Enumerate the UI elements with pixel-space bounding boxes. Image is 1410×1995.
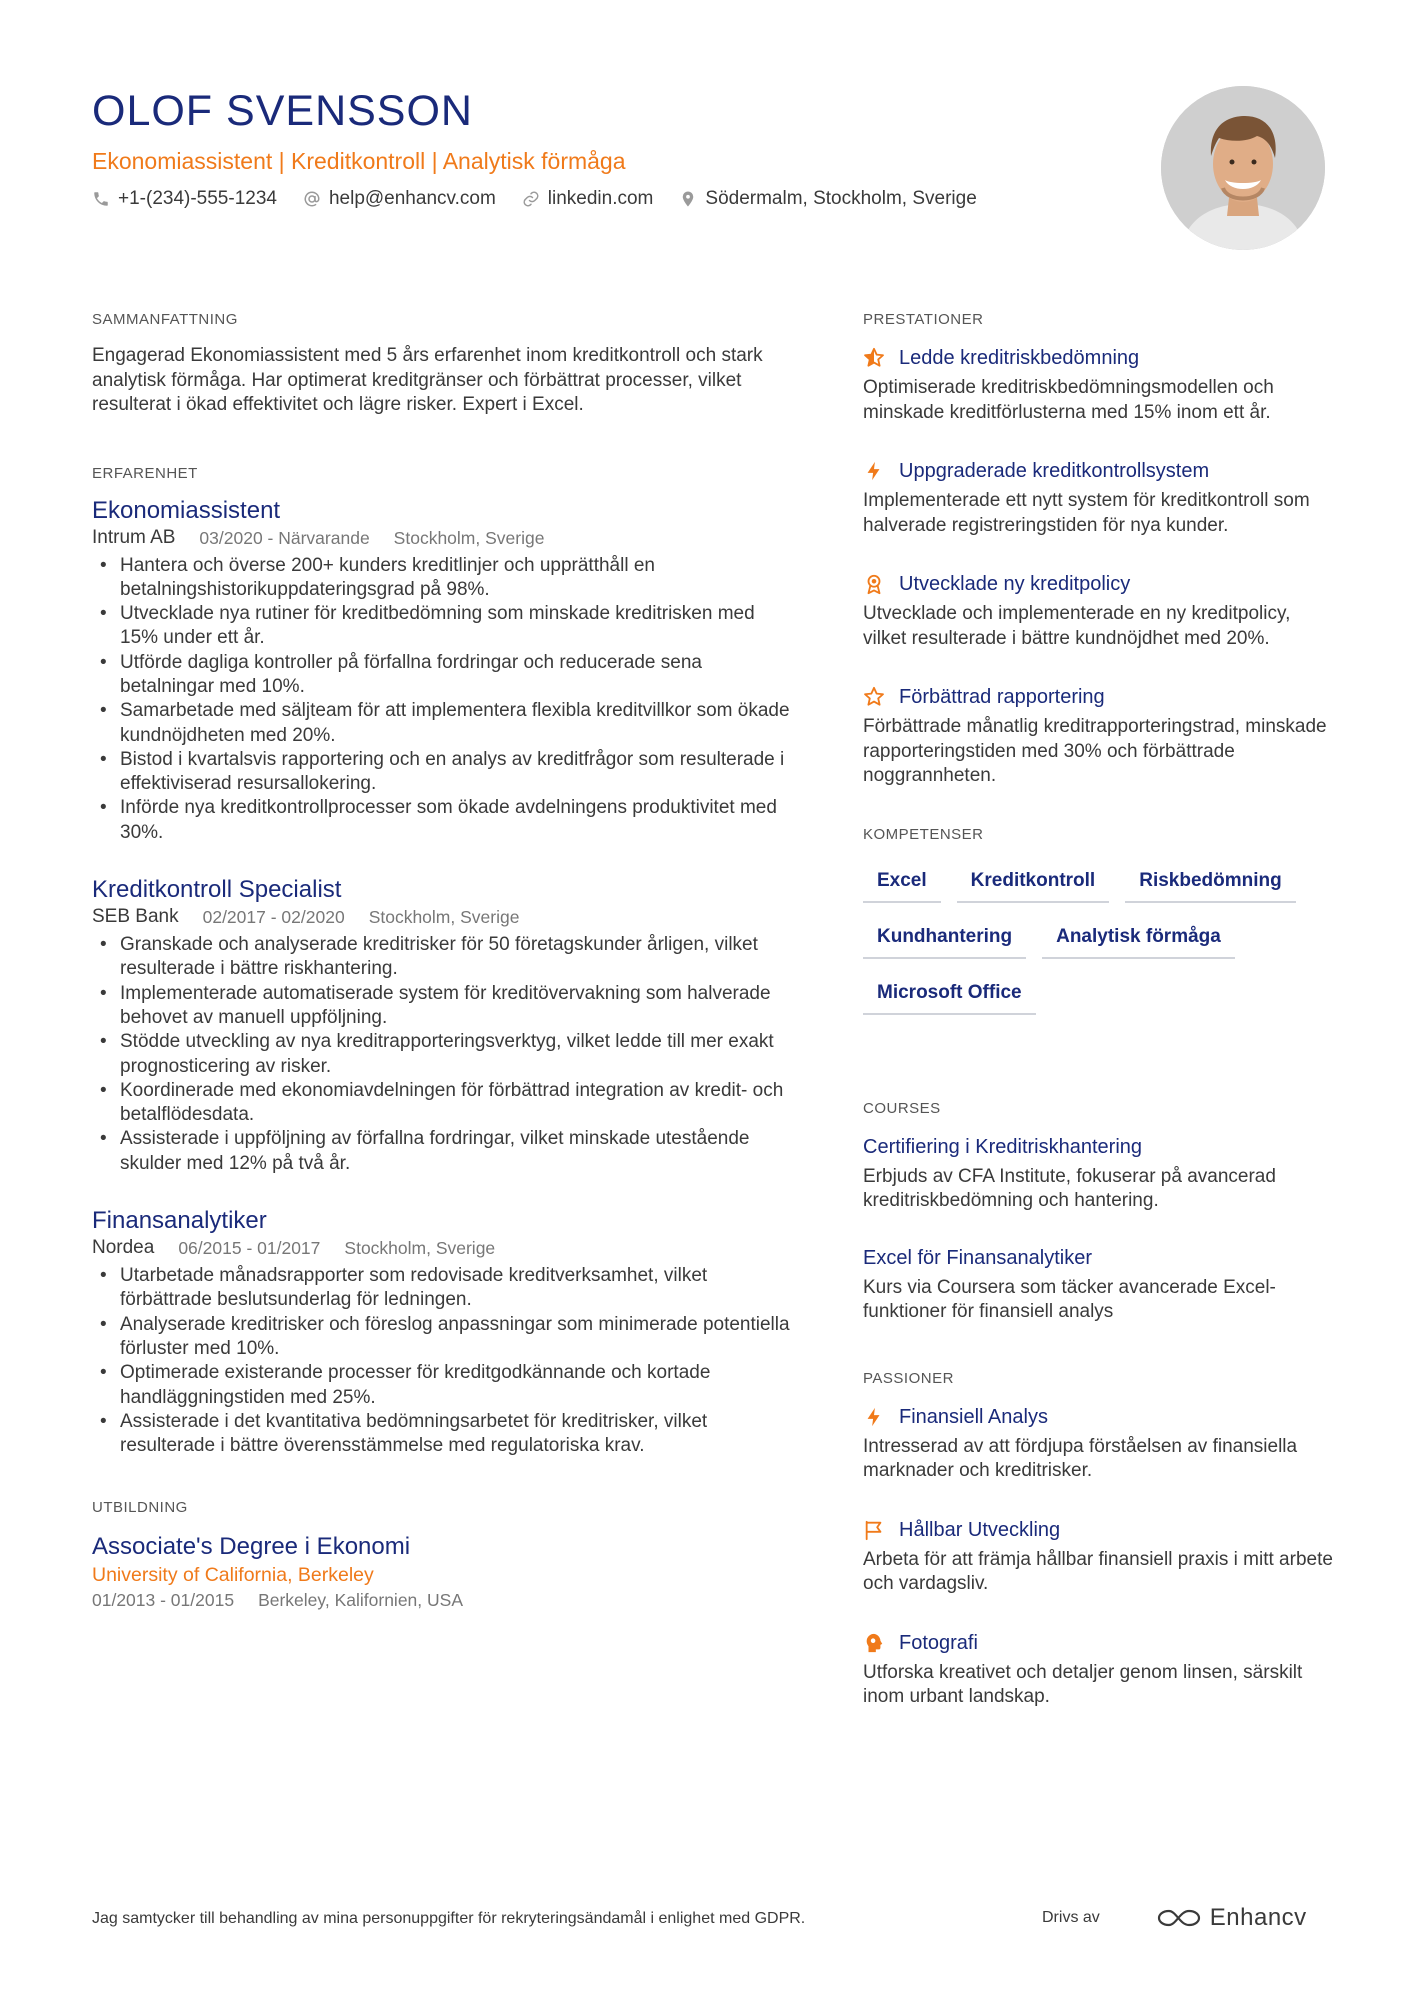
job-bullet: • Granskade och analyserade kreditrisker för 50 företagskunder årligen, vilket resulterade i bättre riskhantering. — [92, 933, 792, 982]
degree-title: Associate's Degree i Ekonomi — [92, 1533, 411, 1561]
gdpr-consent: Jag samtycker till behandling av mina personuppgifter för rekryteringsändamål i enlighet med GDPR. — [92, 1910, 806, 1927]
candidate-name: OLOF SVENSSON — [92, 87, 473, 135]
achievement-item — [863, 683, 1333, 789]
job-bullet: • Assisterade i det kvantitativa bedömningsarbetet för kreditrisker, vilket resulterade i bättre överensstämmelse med regulatoriska krav. — [92, 1410, 792, 1459]
skill-tag: Riskbedömning — [1125, 865, 1296, 903]
head-icon — [863, 1632, 885, 1654]
education-heading: UTBILDNING — [92, 1499, 188, 1517]
job-bullet: • Koordinerade med ekonomiavdelningen för förbättrad integration av kredit- och betalflödesdata. — [92, 1079, 792, 1128]
job-bullet: • Hantera och överse 200+ kunders kreditlinjer och upprätthåll en betalningshistorikuppdateringsgrad på 98%. — [92, 554, 792, 603]
job-location: Stockholm, Sverige — [393, 527, 545, 548]
email-text: help@enhancv.com — [328, 188, 496, 209]
passion-title: Hållbar Utveckling — [899, 1518, 1061, 1541]
job-title: Kreditkontroll Specialist — [92, 876, 342, 904]
job-company: SEB Bank — [92, 906, 179, 928]
job-company: Nordea — [92, 1237, 155, 1259]
summary-section — [92, 310, 792, 418]
linkedin-text: linkedin.com — [547, 188, 654, 209]
passion-desc: Utforska kreativet och detaljer genom linsen, särskilt inom urbant landskap. — [863, 1661, 1303, 1707]
skills-section — [863, 825, 1333, 1033]
course-item — [863, 1244, 1333, 1325]
lightning-icon — [863, 1406, 885, 1428]
job-bullets — [92, 1264, 792, 1458]
phone-icon — [92, 190, 110, 208]
summary-heading: SAMMANFATTNING — [92, 311, 238, 328]
job-bullet: • Bistod i kvartalsvis rapportering och en analys av kreditfrågor som resulterade i effektiviserad resursallokering. — [92, 748, 792, 797]
star-half-icon — [863, 347, 885, 369]
job-title: Ekonomiassistent — [92, 496, 281, 524]
contact-phone[interactable] — [92, 186, 277, 212]
powered-by-label: Drivs av — [1042, 1909, 1100, 1926]
passions-section — [863, 1369, 1333, 1710]
phone-text: +1-(234)-555-1234 — [118, 188, 277, 209]
job-entry — [92, 1206, 792, 1458]
skill-tag: Kreditkontroll — [957, 865, 1110, 903]
achievement-item — [863, 457, 1333, 538]
job-bullet: • Samarbetade med säljteam för att implementera flexibla kreditvillkor som ökade kundnöjdheten med 20%. — [92, 699, 792, 748]
candidate-tagline: Ekonomiassistent | Kreditkontroll | Analytisk förmåga — [92, 148, 626, 174]
job-meta — [92, 905, 792, 929]
course-desc: Kurs via Coursera som täcker avancerade Excel-funktioner för finansiell analys — [863, 1276, 1276, 1322]
achievement-desc: Utvecklade och implementerade en ny kreditpolicy, vilket resulterade i bättre kundnöjdhet med 20%. — [863, 603, 1291, 649]
education-dates: 01/2013 - 01/2015 — [92, 1590, 235, 1611]
contact-email[interactable] — [303, 186, 496, 212]
job-entry — [92, 496, 792, 846]
education-section — [92, 1498, 792, 1612]
job-company: Intrum AB — [92, 526, 176, 548]
job-bullet: • Införde nya kreditkontrollprocesser som ökade avdelningens produktivitet med 30%. — [92, 796, 792, 845]
skill-tag: Kundhantering — [863, 921, 1026, 959]
achievement-title: Uppgraderade kreditkontrollsystem — [899, 460, 1210, 482]
left-column — [92, 310, 792, 1612]
at-icon — [303, 190, 321, 208]
passions-heading: PASSIONER — [863, 1369, 954, 1387]
star-outline-icon — [863, 686, 885, 708]
job-meta — [92, 526, 792, 550]
job-bullet: • Utarbetade månadsrapporter som redovisade kreditverksamhet, vilket förbättrade beslutsunderlag för ledningen. — [92, 1264, 792, 1313]
contact-location — [679, 186, 976, 212]
achievements-section — [863, 310, 1333, 789]
courses-section — [863, 1099, 1333, 1325]
job-bullet: • Analyserade kreditrisker och föreslog anpassningar som minimerade potentiella förluster med 10%. — [92, 1313, 792, 1362]
school-name: University of California, Berkeley — [92, 1564, 374, 1587]
education-meta — [92, 1588, 792, 1612]
achievement-desc: Optimiserade kreditriskbedömningsmodellen och minskade kreditförlusterna med 15% inom ett år. — [863, 377, 1274, 423]
job-location: Stockholm, Sverige — [344, 1238, 496, 1259]
job-bullet: • Optimerade existerande processer för kreditgodkännande och kortade handläggningstiden med 25%. — [92, 1361, 792, 1410]
experience-heading: ERFARENHET — [92, 464, 198, 482]
course-title: Excel för Finansanalytiker — [863, 1246, 1092, 1269]
passion-item — [863, 1403, 1333, 1484]
job-bullet: • Utförde dagliga kontroller på förfallna fordringar och reducerade sena betalningar med 10%. — [92, 651, 792, 700]
lightning-icon — [863, 460, 885, 482]
flag-icon — [863, 1519, 885, 1541]
skill-tag: Microsoft Office — [863, 977, 1036, 1015]
achievement-desc: Implementerade ett nytt system för kreditkontroll som halverade registreringstiden för nya kunder. — [863, 490, 1310, 536]
profile-photo — [1161, 86, 1325, 250]
passion-item — [863, 1629, 1333, 1710]
course-desc: Erbjuds av CFA Institute, fokuserar på avancerad kreditriskbedömning och hantering. — [863, 1165, 1276, 1211]
job-bullet: • Assisterade i uppföljning av förfallna fordringar, vilket minskade utestående skulder med 12% på två år. — [92, 1127, 792, 1176]
contact-row — [92, 186, 1092, 212]
achievement-desc: Förbättrade månatlig kreditrapporteringstrad, minskade rapporteringstiden med 30% och förbättrade noggrannheten. — [863, 716, 1327, 786]
job-meta — [92, 1236, 792, 1260]
job-bullets — [92, 933, 792, 1176]
skill-tag: Analytisk förmåga — [1042, 921, 1235, 959]
job-title: Finansanalytiker — [92, 1207, 267, 1235]
passion-item — [863, 1516, 1333, 1597]
achievement-title: Ledde kreditriskbedömning — [899, 347, 1140, 369]
achievement-title: Förbättrad rapportering — [899, 686, 1105, 708]
skills-heading: KOMPETENSER — [863, 825, 984, 843]
job-location: Stockholm, Sverige — [368, 907, 520, 928]
right-column — [863, 310, 1333, 1742]
location-text: Södermalm, Stockholm, Sverige — [705, 188, 977, 209]
job-bullets — [92, 554, 792, 846]
passion-title: Fotografi — [899, 1631, 978, 1654]
achievement-item — [863, 344, 1333, 425]
job-dates: 02/2017 - 02/2020 — [202, 907, 345, 928]
footer — [92, 1904, 1332, 1931]
experience-section — [92, 464, 792, 1459]
job-dates: 03/2020 - Närvarande — [199, 527, 370, 548]
job-bullet: • Implementerade automatiserade system för kreditövervakning som halverade behovet av manuell uppföljning. — [92, 982, 792, 1031]
course-title: Certifiering i Kreditriskhantering — [863, 1135, 1143, 1158]
brand-name: Enhancv — [1209, 1904, 1307, 1931]
job-dates: 06/2015 - 01/2017 — [178, 1238, 321, 1259]
skill-tag: Excel — [863, 865, 941, 903]
footer-branding — [1042, 1904, 1307, 1932]
course-item — [863, 1133, 1333, 1214]
achievement-title: Utvecklade ny kreditpolicy — [899, 573, 1131, 595]
achievement-item — [863, 570, 1333, 651]
resume-header — [92, 82, 1092, 212]
passion-desc: Arbeta för att främja hållbar finansiell praxis i mitt arbete och vardagsliv. — [863, 1548, 1333, 1594]
contact-linkedin[interactable] — [522, 186, 654, 212]
infinity-logo-icon — [1156, 1905, 1202, 1931]
courses-heading: COURSES — [863, 1099, 941, 1117]
medal-icon — [863, 573, 885, 595]
passion-title: Finansiell Analys — [899, 1405, 1048, 1428]
job-entry — [92, 875, 792, 1176]
job-bullet: • Stödde utveckling av nya kreditrapporteringsverktyg, vilket ledde till mer exakt prognosticering av risker. — [92, 1030, 792, 1079]
brand-logo[interactable] — [1156, 1904, 1307, 1932]
achievements-heading: PRESTATIONER — [863, 311, 984, 328]
link-icon — [522, 190, 540, 208]
summary-text: Engagerad Ekonomiassistent med 5 års erfarenhet inom kreditkontroll och stark analytisk förmåga. Har optimerat kreditgränser och förbättrat processer, vilket resulterat i ökad effektivitet och lägre risker. Expert i Excel. — [92, 345, 763, 415]
passion-desc: Intresserad av att fördjupa förståelsen av finansiella marknader och kreditrisker. — [863, 1435, 1298, 1481]
education-location: Berkeley, Kalifornien, USA — [258, 1590, 463, 1611]
job-bullet: • Utvecklade nya rutiner för kreditbedömning som minskade kreditrisken med 15% under ett år. — [92, 602, 792, 651]
skills-list — [863, 865, 1333, 1033]
location-pin-icon — [679, 190, 697, 208]
